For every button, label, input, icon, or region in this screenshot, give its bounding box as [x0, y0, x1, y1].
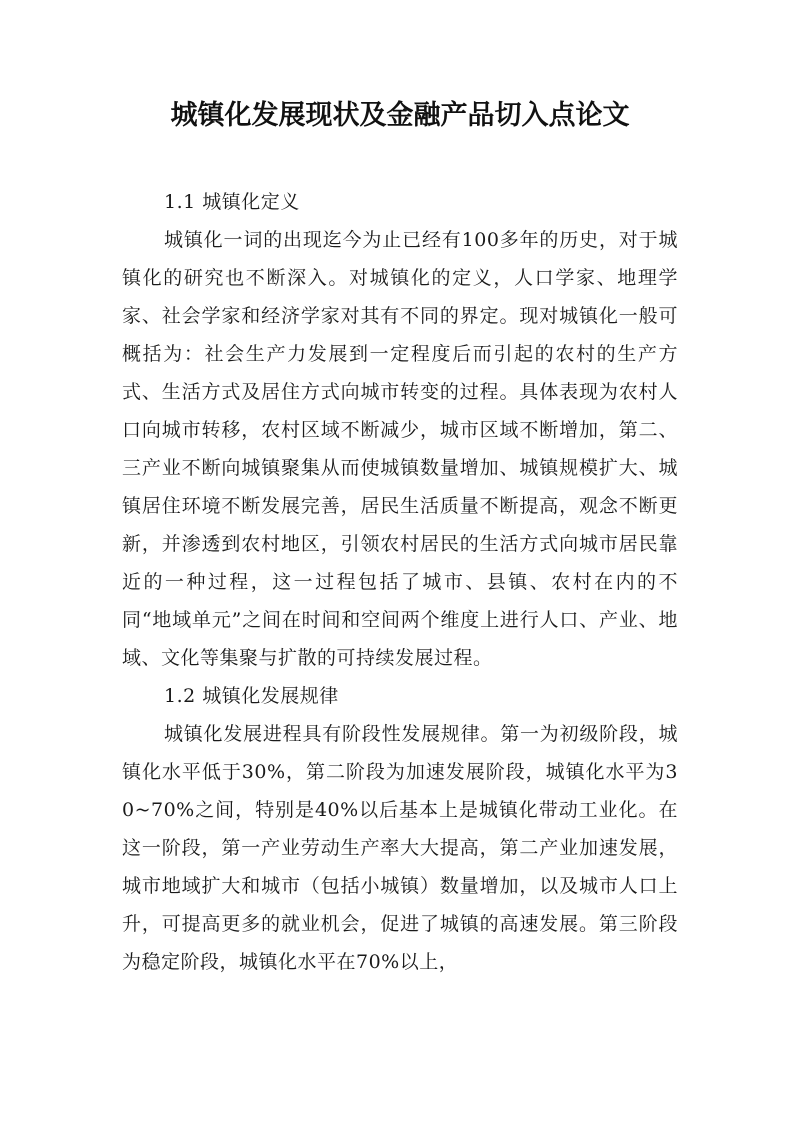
section-paragraph-1-2: 城镇化发展进程具有阶段性发展规律。第一为初级阶段，城镇化水平低于30%，第二阶段为加速发展阶段，城镇化水平为30~70%之间，特别是40%以后基本上是城镇化带动工业化。在这一阶段，第一产业劳动生产率大大提高，第二产业加速发展，城市地域扩大和城市（包括小城镇）数量增加，以及城市人口上升，可提高更多的就业机会，促进了城镇的高速发展。第三阶段为稳定阶段，城镇化水平在70%以上，	[122, 723, 678, 973]
section-heading-1-2: 1.2 城镇化发展规律	[164, 685, 339, 707]
section-paragraph-1-1: 城镇化一词的出现迄今为止已经有100多年的历史，对于城镇化的研究也不断深入。对城镇化的定义，人口学家、地理学家、社会学家和经济学家对其有不同的界定。现对城镇化一般可概括为：社会生产力发展到一定程度后而引起的农村的生产方式、生活方式及居住方式向城市转变的过程。具体表现为农村人口向城市转移，农村区域不断减少，城市区域不断增加，第二、三产业不断向城镇聚集从而使城镇数量增加、城镇规模扩大、城镇居住环境不断发展完善，居民生活质量不断提高，观念不断更新，并渗透到农村地区，引领农村居民的生活方式向城市居民靠近的一种过程，这一过程包括了城市、县镇、农村在内的不同“地域单元”之间在时间和空间两个维度上进行人口、产业、地域、文化等集聚与扩散的可持续发展过程。	[122, 229, 678, 669]
section-heading-1-1: 1.1 城镇化定义	[164, 191, 300, 213]
page-title: 城镇化发展现状及金融产品切入点论文	[170, 100, 630, 131]
document-body	[122, 183, 678, 981]
